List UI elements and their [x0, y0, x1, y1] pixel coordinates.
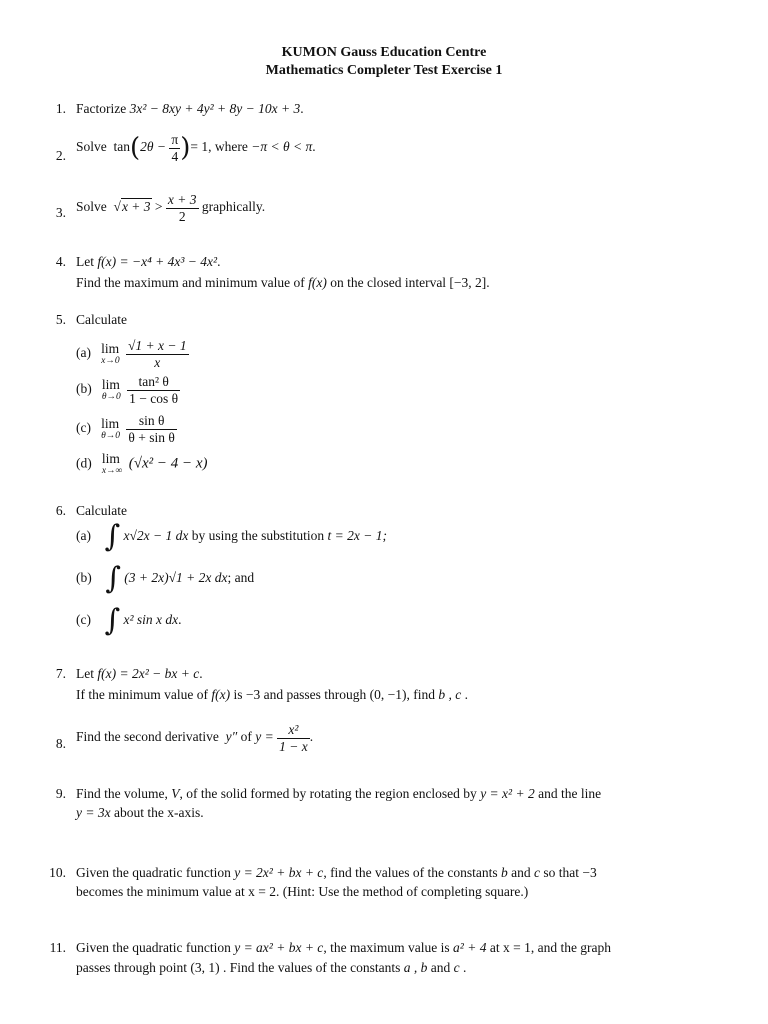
question-number-9: 9. — [55, 786, 66, 801]
q7-end: . — [199, 666, 203, 681]
q2-text: Solve — [76, 139, 107, 155]
q8-ypp: y″ — [225, 729, 238, 745]
q6a-text: by using the substitution — [191, 528, 325, 544]
q9-curve: y = x² + 2 — [480, 786, 535, 801]
q10-text-c: so that −3 — [543, 865, 597, 880]
q6a-expression: x√2x − 1 dx — [123, 528, 189, 544]
q5b-fraction — [127, 374, 180, 406]
integral-sign-icon: ∫ — [104, 519, 121, 554]
q9-v: V — [171, 786, 180, 801]
question-9-line-2 — [76, 805, 204, 821]
q2-where: where — [214, 139, 248, 155]
q2-frac-top: π — [171, 132, 179, 147]
question-number-6: 6. — [55, 503, 66, 518]
q5a-bottom: x — [154, 354, 161, 370]
q4-find-text: Find the maximum and minimum value of — [76, 275, 305, 290]
q6a-label: (a) — [76, 528, 91, 544]
q11-max-value: a² + 4 — [453, 940, 487, 955]
question-4-line-2 — [76, 275, 490, 291]
q6b-text: ; and — [227, 570, 255, 586]
question-4-line-1 — [76, 254, 220, 270]
q7-end2: . — [464, 687, 469, 702]
question-2: Solve tan(2θ − $\frac{\pi}{4}$ )= 1, where −π < θ < π. — [76, 132, 316, 164]
q8-frac-bottom: 1 − x — [279, 738, 308, 754]
q3-op: > — [154, 199, 163, 215]
question-7-line-2 — [76, 687, 468, 703]
q5d-lim: lim — [101, 451, 120, 466]
q10-and: and — [511, 865, 531, 880]
q2-tan: tan — [113, 139, 131, 155]
q1-text: Factorize — [76, 101, 127, 116]
q1-end: . — [300, 101, 304, 116]
q5-part-c — [76, 413, 177, 445]
q9-text-c: and the line — [538, 786, 602, 801]
q6b-expression: (3 + 2x)√1 + 2x dx — [124, 570, 228, 586]
q4-function: f(x) = −x⁴ + 4x³ − 4x² — [97, 254, 218, 269]
question-number-4: 4. — [55, 254, 66, 269]
question-11-line-1 — [76, 940, 611, 956]
q2-end: . — [312, 139, 316, 155]
question-number-7: 7. — [55, 666, 66, 681]
q4-fx: f(x) — [308, 275, 327, 290]
q11-text-c: at x = 1, and the graph — [489, 940, 612, 955]
centre-title: KUMON Gauss Education Centre — [281, 45, 487, 60]
q9-text-d: about the x-axis. — [113, 805, 204, 820]
question-number-10: 10. — [49, 865, 66, 880]
question-7-line-1 — [76, 666, 203, 682]
q5c-lim: lim — [101, 415, 120, 431]
q3-frac-top: x + 3 — [167, 192, 197, 207]
q5b-label: (b) — [76, 381, 92, 397]
q11-end: . — [462, 960, 467, 975]
q7-fx: f(x) — [211, 687, 231, 702]
q11-function: y = ax² + bx + c — [234, 940, 324, 955]
question-11-line-2 — [76, 960, 466, 976]
q3-text: Solve — [76, 199, 107, 215]
q10-text-b: , find the values of the constants — [323, 865, 498, 880]
question-number-2: 2. — [55, 148, 66, 163]
q8-fraction — [277, 722, 310, 754]
q5d-expression: (√x² − 4 − x) — [128, 455, 208, 472]
q11-c: c — [453, 960, 460, 975]
q9-line: y = 3x — [76, 805, 111, 820]
question-8 — [76, 722, 313, 754]
q8-frac-top: x² — [277, 722, 310, 739]
q4-interval: on the closed interval [−3, 2]. — [330, 275, 490, 290]
q5c-top: sin θ — [126, 413, 176, 430]
q5-calculate: Calculate — [76, 312, 127, 327]
q8-y-eq: y = — [255, 729, 274, 745]
q5-part-d — [76, 452, 208, 476]
question-number-1: 1. — [55, 101, 66, 116]
q3-sqrt: x + 3 — [121, 199, 151, 215]
question-1 — [76, 101, 304, 117]
q8-text: Find the second derivative — [76, 729, 219, 745]
q6a-substitution: t = 2x − 1; — [327, 528, 387, 544]
q2-fraction — [169, 132, 180, 164]
q10-text-a: Given the quadratic function — [76, 865, 231, 880]
q5d-label: (d) — [76, 455, 92, 471]
question-10-line-1 — [76, 865, 597, 881]
q2-rhs: = 1, — [190, 139, 212, 155]
q5a-top: √1 + x − 1 — [127, 338, 187, 353]
q5a-label: (a) — [76, 345, 91, 361]
q11-text-b: , the maximum value is — [323, 940, 450, 955]
q5a-fraction — [126, 338, 189, 370]
q6c-text: . — [178, 612, 182, 628]
q7-function: f(x) = 2x² − bx + c — [97, 666, 200, 681]
q10-function: y = 2x² + bx + c — [234, 865, 324, 880]
q11-text-a: Given the quadratic function — [76, 940, 231, 955]
q3-graphically: graphically. — [201, 199, 266, 215]
q11-and: and — [430, 960, 451, 975]
question-number-3: 3. — [55, 205, 66, 220]
q11-vars: a , b — [403, 960, 428, 975]
q5c-label: (c) — [76, 420, 91, 436]
question-number-11: 11. — [49, 940, 66, 955]
question-number-8: 8. — [55, 736, 66, 751]
q1-expression: 3x² − 8xy + 4y² + 8y − 10x + 3 — [129, 101, 301, 116]
integral-sign-icon: ∫ — [105, 561, 121, 596]
q6-part-a — [76, 519, 387, 554]
q3-fraction — [166, 192, 199, 224]
q10-c: c — [534, 865, 541, 880]
integral-sign-icon: ∫ — [104, 603, 121, 638]
q2-frac-bottom: 4 — [171, 148, 179, 164]
q4-end: . — [217, 254, 221, 269]
question-number-5: 5. — [55, 312, 66, 327]
q7-text-a: If the minimum value of — [76, 687, 208, 702]
question-10-line-2: becomes the minimum value at x = 2. (Hint: Use the method of completing square.) — [76, 884, 529, 899]
question-3: Solve √x + 3 > $\frac{x + 3}{2}$ graphically. — [76, 192, 266, 224]
q7-vars: b , c — [438, 687, 462, 702]
q10-b: b — [501, 865, 508, 880]
q5c-fraction — [126, 413, 176, 445]
q7-text-b: is −3 and passes through (0, −1), find — [233, 687, 436, 702]
q7-let: Let — [76, 666, 94, 681]
q6-calculate: Calculate — [76, 503, 127, 518]
q6-part-c — [76, 603, 182, 638]
q6c-expression: x² sin x dx — [123, 612, 179, 628]
q9-text-b: , of the solid formed by rotating the region enclosed by — [179, 786, 477, 801]
q4-let: Let — [76, 254, 94, 269]
q9-text-a: Find the volume, — [76, 786, 168, 801]
exercise-title: Mathematics Completer Test Exercise 1 — [265, 63, 503, 78]
q6b-label: (b) — [76, 570, 92, 586]
q3-frac-bottom: 2 — [178, 208, 186, 224]
q5b-top: tan² θ — [127, 374, 180, 391]
q5a-lim: lim — [101, 340, 120, 356]
q5b-lim: lim — [101, 376, 120, 392]
q5b-sub: θ→0 — [101, 391, 121, 402]
q5c-bottom: θ + sin θ — [128, 429, 175, 445]
q5c-sub: θ→0 — [101, 430, 121, 441]
q5b-bottom: 1 − cos θ — [129, 390, 179, 406]
q5a-sub: x→0 — [101, 355, 120, 366]
q11-text-d: passes through point (3, 1) . Find the values of the constants — [76, 960, 401, 975]
q8-end: . — [309, 729, 314, 745]
q5-part-b — [76, 374, 180, 406]
q8-of: of — [240, 729, 252, 745]
q5d-sub: x→∞ — [101, 465, 123, 476]
q6c-label: (c) — [76, 612, 91, 628]
q2-condition: −π < θ < π — [251, 139, 313, 155]
q5-part-a — [76, 338, 189, 370]
q6-part-b — [76, 561, 255, 596]
q2-arg: 2θ − — [140, 139, 167, 155]
question-9-line-1 — [76, 786, 601, 802]
